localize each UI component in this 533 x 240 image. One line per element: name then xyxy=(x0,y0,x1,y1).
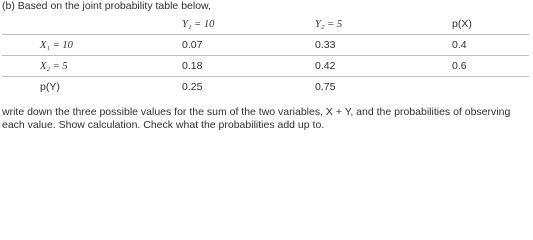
table-row xyxy=(0,35,533,56)
question-header: (b) Based on the joint probability table below, xyxy=(2,0,211,12)
table-row-label: X₂ = 5 xyxy=(40,61,68,72)
table-header-cell: p(X) xyxy=(452,18,472,30)
table-header-cell: Y₁ = 10 xyxy=(182,19,215,30)
table-cell: 0.18 xyxy=(182,60,203,72)
table-cell: 0.4 xyxy=(452,39,467,51)
table-row-label: X₁ = 10 xyxy=(40,40,73,51)
table-cell: 0.75 xyxy=(315,81,336,93)
table-row xyxy=(0,56,533,77)
table-cell xyxy=(452,77,482,98)
question-prompt: write down the three possible values for the sum of the two variables, X + Y, and the probabilities of observing each value. Show calculation. Check what the probabilities add up to. xyxy=(2,106,511,131)
table-cell: 0.07 xyxy=(182,39,203,51)
joint-probability-table xyxy=(0,14,533,100)
table-header-row xyxy=(0,14,533,35)
table-cell: 0.25 xyxy=(182,81,203,93)
table-row xyxy=(0,77,533,98)
table-header-cell xyxy=(40,14,80,35)
table-cell: 0.6 xyxy=(452,60,467,72)
table-cell: 0.33 xyxy=(315,39,336,51)
table-cell: 0.42 xyxy=(315,60,336,72)
table-row-label: p(Y) xyxy=(40,81,60,93)
table-header-cell: Y₂ = 5 xyxy=(315,19,343,30)
